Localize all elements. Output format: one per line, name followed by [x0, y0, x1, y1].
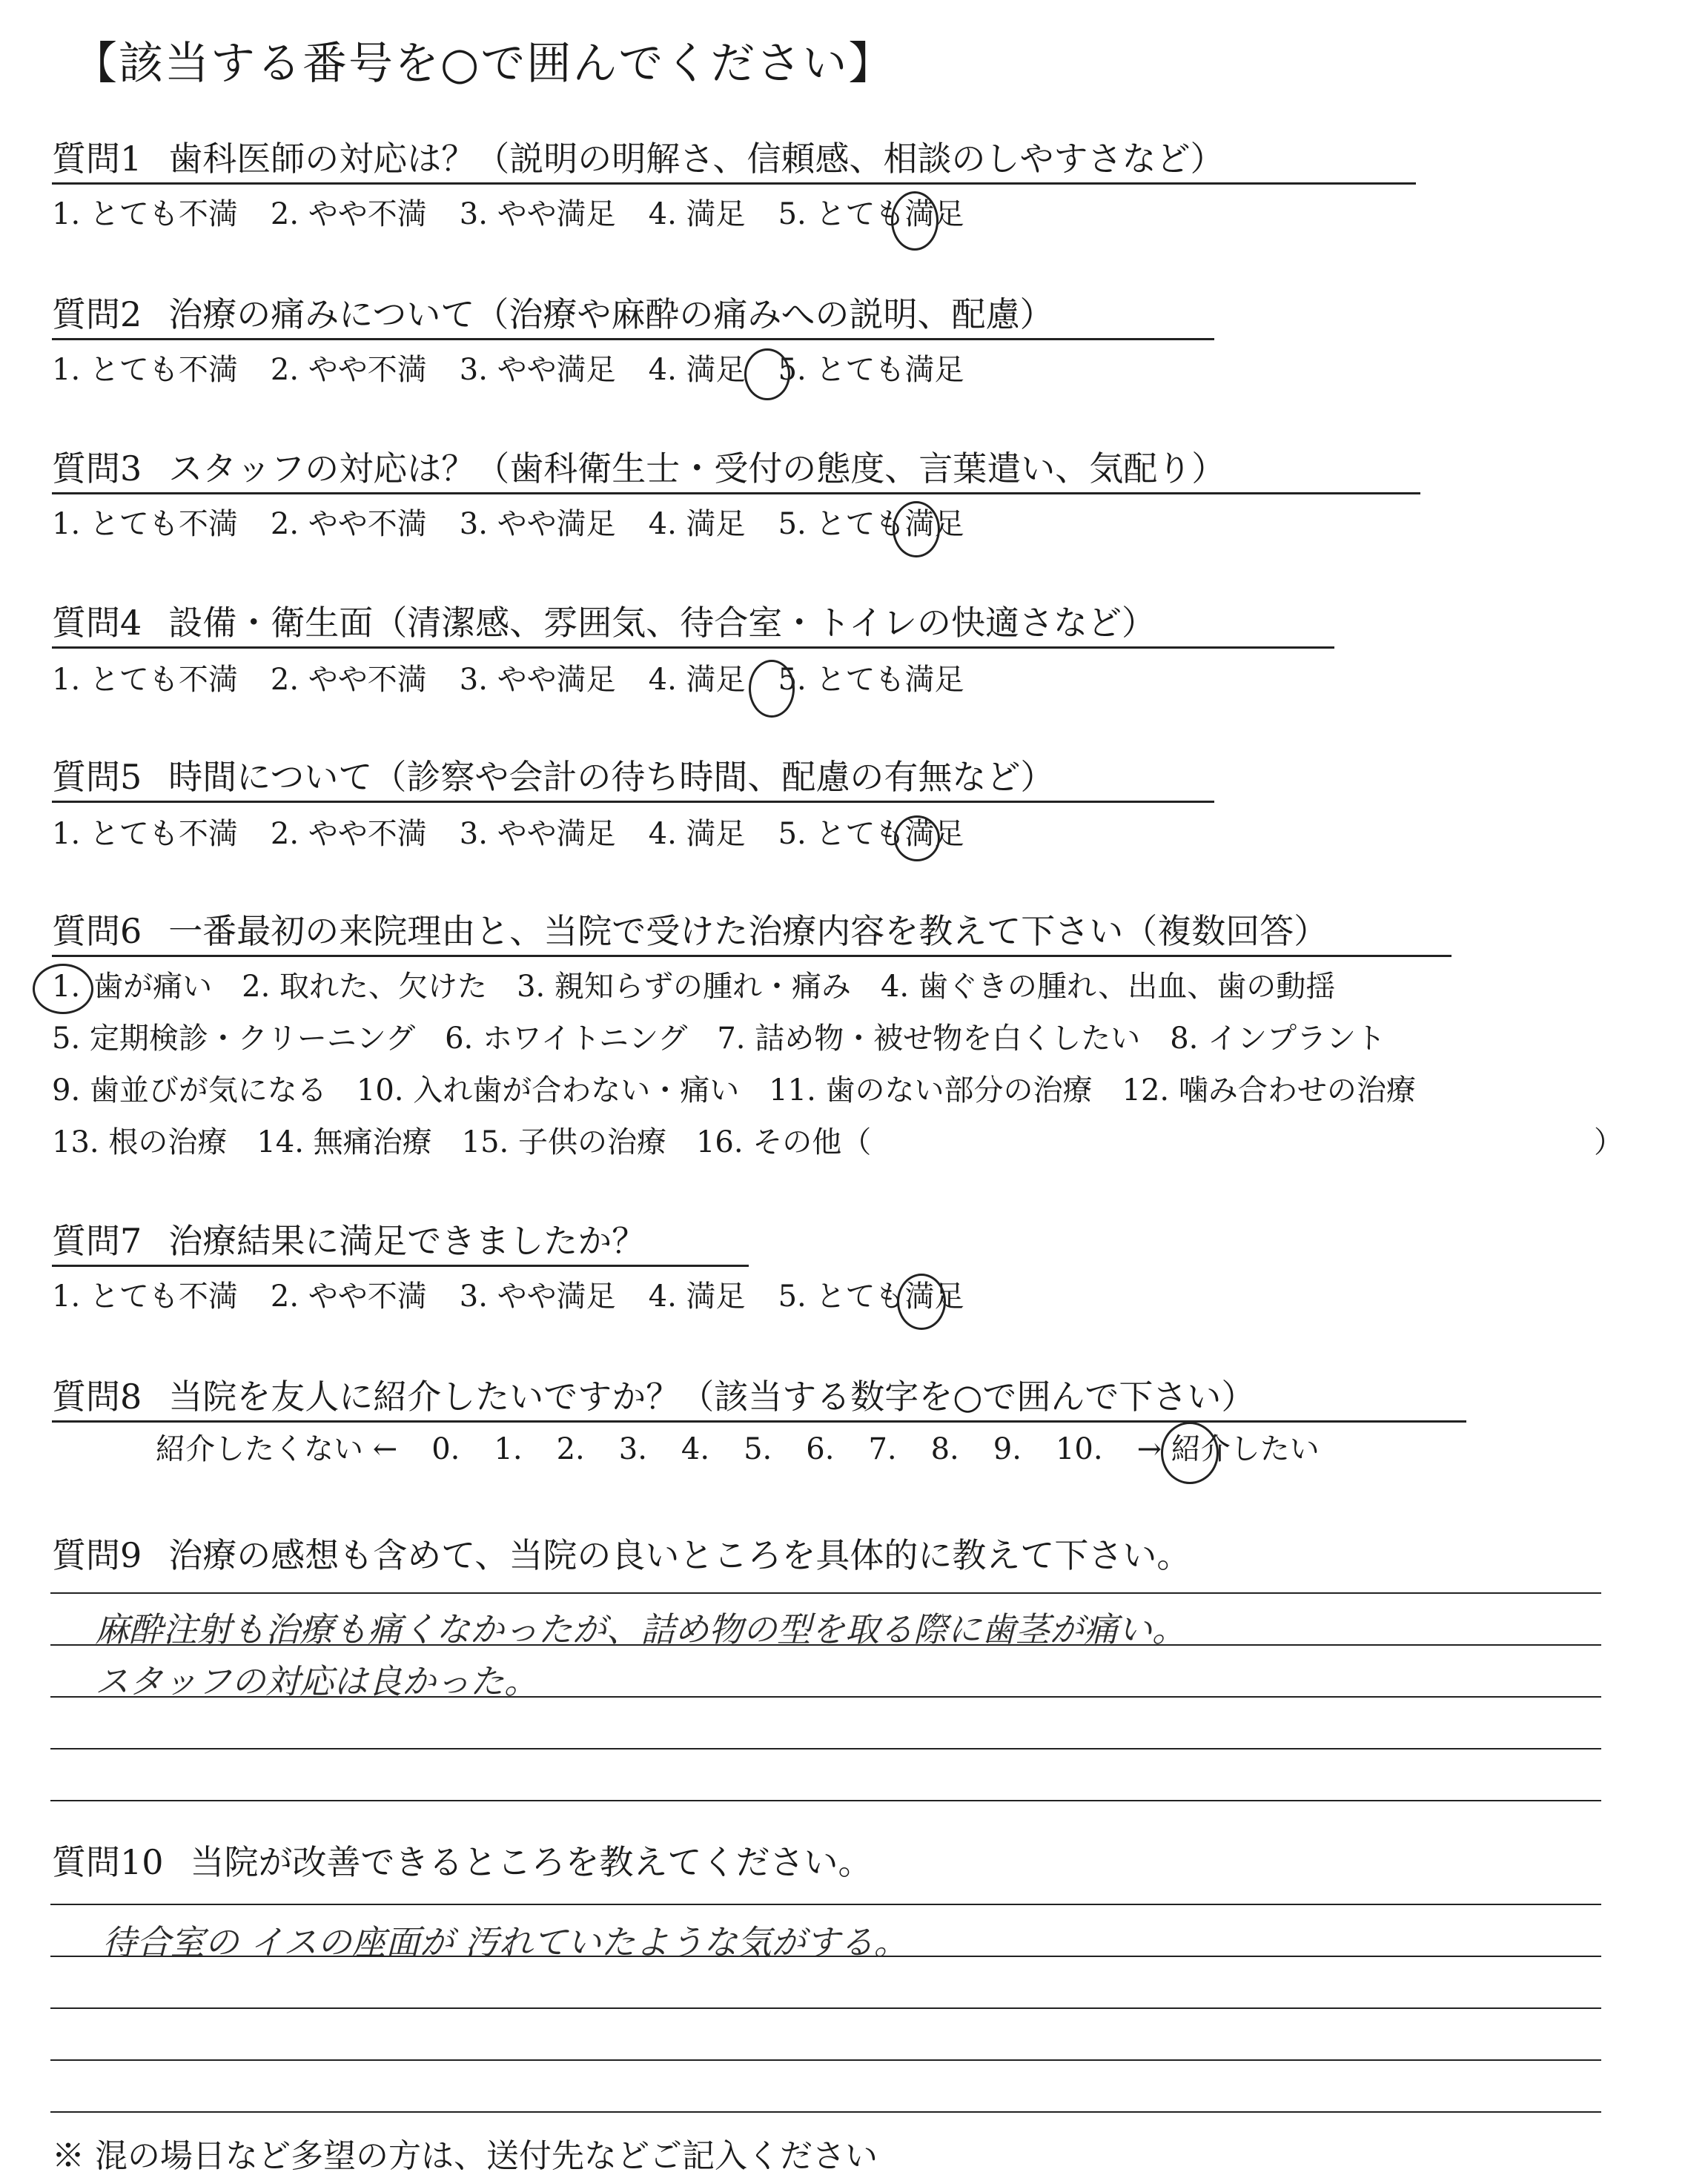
question-label: 質問2: [52, 294, 142, 334]
q8-number[interactable]: 10.: [1055, 1432, 1103, 1466]
option-4[interactable]: 4. 満足: [648, 197, 746, 231]
q5-options: [52, 815, 964, 853]
question-text: 治療の感想も含めて、当院の良いところを具体的に教えて下さい。: [168, 1535, 1191, 1575]
answer-line: [50, 1904, 1601, 1905]
option-1[interactable]: 1. とても不満: [52, 1279, 238, 1314]
q2-options: [52, 351, 964, 388]
option-1[interactable]: 1. とても不満: [52, 507, 238, 541]
q8-number[interactable]: 9.: [993, 1432, 1022, 1466]
footer-note-partial: ※ 混の場日など多望の方は、送付先などご記入ください: [52, 2137, 878, 2175]
answer-circle-q5: [894, 815, 940, 861]
q6-options-row2: 5. 定期検診・クリーニング 6. ホワイトニング 7. 詰め物・被せ物を白くしたい 8. インプラント: [52, 1022, 1386, 1056]
question-6: [52, 910, 1452, 957]
question-1: [52, 138, 1416, 185]
question-label: 質問8: [52, 1377, 142, 1417]
question-10: [52, 1841, 873, 1883]
option-3[interactable]: 3. やや満足: [459, 197, 616, 231]
q8-number[interactable]: 0.: [431, 1432, 460, 1466]
q9-handwritten-line2: スタッフの対応は良かった。: [95, 1661, 538, 1701]
question-label: 質問7: [52, 1221, 142, 1261]
option-4[interactable]: 4. 満足: [648, 353, 746, 387]
question-text: 治療の痛みについて（治療や麻酔の痛みへの説明、配慮）: [168, 294, 1054, 334]
answer-line: [50, 2007, 1601, 2009]
q7-options: [52, 1278, 964, 1315]
q6-other-close: ）: [1594, 1125, 1623, 1159]
q4-options: [52, 661, 964, 698]
option-5[interactable]: 5. とても満足: [778, 507, 964, 541]
q6-options-row3: 9. 歯並びが気になる 10. 入れ歯が合わない・痛い 11. 歯のない部分の治療 12. 噛み合わせの治療: [52, 1073, 1416, 1108]
option-1[interactable]: 1. とても不満: [52, 353, 238, 387]
question-label: 質問6: [52, 911, 142, 951]
q6-option-2[interactable]: 2. 取れた、欠けた: [242, 970, 488, 1004]
option-5[interactable]: 5. とても満足: [778, 817, 964, 851]
question-text: 設備・衛生面（清潔感、雰囲気、待合室・トイレの快適さなど）: [168, 603, 1156, 643]
q9-handwritten-line1: 麻酔注射も治療も痛くなかったが、詰め物の型を取る際に歯茎が痛い。: [95, 1609, 1186, 1649]
option-5[interactable]: 5. とても満足: [778, 663, 964, 697]
answer-circle-q3: [893, 501, 940, 557]
option-5[interactable]: 5. とても満足: [778, 197, 964, 231]
question-text: 歯科医師の対応は？（説明の明解さ、信頼感、相談のしやすさなど）: [168, 139, 1225, 179]
option-1[interactable]: 1. とても不満: [52, 663, 238, 697]
q8-scale: [156, 1431, 1320, 1468]
question-text: 当院を友人に紹介したいですか？（該当する数字を○で囲んで下さい）: [168, 1377, 1256, 1417]
q6-options-row4: 13. 根の治療 14. 無痛治療 15. 子供の治療 16. その他（: [52, 1125, 872, 1159]
q6-option-3[interactable]: 3. 親知らずの腫れ・痛み: [517, 970, 851, 1004]
question-label: 質問10: [52, 1842, 164, 1882]
answer-circle-q6: [33, 964, 93, 1014]
option-4[interactable]: 4. 満足: [648, 817, 746, 851]
q8-right-label: → 紹介したい: [1136, 1432, 1320, 1466]
q8-number[interactable]: 8.: [930, 1432, 959, 1466]
option-4[interactable]: 4. 満足: [648, 507, 746, 541]
answer-line: [50, 2111, 1601, 2113]
q3-options: [52, 506, 964, 543]
option-3[interactable]: 3. やや満足: [459, 817, 616, 851]
answer-circle-q2: [744, 348, 790, 400]
option-2[interactable]: 2. やや不満: [270, 507, 427, 541]
question-text: 治療結果に満足できましたか？: [168, 1221, 646, 1261]
answer-circle-q8: [1161, 1422, 1219, 1484]
option-4[interactable]: 4. 満足: [648, 1279, 746, 1314]
question-3: [52, 448, 1420, 494]
question-label: 質問3: [52, 448, 142, 489]
q8-number[interactable]: 1.: [494, 1432, 523, 1466]
option-2[interactable]: 2. やや不満: [270, 353, 427, 387]
q8-number[interactable]: 5.: [744, 1432, 772, 1466]
question-text: 時間について（診察や会計の待ち時間、配慮の有無など）: [168, 757, 1055, 797]
question-text: スタッフの対応は？（歯科衛生士・受付の態度、言葉遣い、気配り）: [168, 448, 1226, 489]
answer-line: [50, 1800, 1601, 1801]
q1-options: [52, 196, 964, 233]
q10-handwritten-line1: 待合室の イスの座面が 汚れていたような気がする。: [102, 1922, 908, 1962]
answer-circle-q1: [891, 191, 939, 251]
q6-option-1-label[interactable]: 歯が痛い: [93, 970, 213, 1004]
q8-number[interactable]: 3.: [618, 1432, 647, 1466]
question-8: [52, 1376, 1466, 1423]
question-label: 質問9: [52, 1535, 142, 1575]
option-2[interactable]: 2. やや不満: [270, 817, 427, 851]
answer-circle-q7: [897, 1274, 946, 1330]
question-2: [52, 294, 1214, 340]
question-text: 当院が改善できるところを教えてください。: [190, 1842, 873, 1882]
question-text: 一番最初の来院理由と、当院で受けた治療内容を教えて下さい（複数回答）: [168, 911, 1328, 951]
q6-option-4[interactable]: 4. 歯ぐきの腫れ、出血、歯の動揺: [880, 970, 1336, 1004]
question-label: 質問5: [52, 757, 142, 797]
answer-line: [50, 1748, 1601, 1749]
question-label: 質問4: [52, 603, 142, 643]
q8-left-label: 紹介したくない ←: [156, 1432, 398, 1466]
option-2[interactable]: 2. やや不満: [270, 1279, 427, 1314]
question-5: [52, 756, 1214, 803]
answer-circle-q4: [749, 660, 795, 718]
q6-options-row1: [52, 968, 1335, 1005]
answer-line: [50, 2059, 1601, 2061]
question-label: 質問1: [52, 139, 142, 179]
q8-number[interactable]: 6.: [806, 1432, 835, 1466]
option-3[interactable]: 3. やや満足: [459, 1279, 616, 1314]
option-4[interactable]: 4. 満足: [648, 663, 746, 697]
page-title: 【該当する番号を○で囲んでください】: [73, 38, 895, 90]
q8-number[interactable]: 2.: [556, 1432, 585, 1466]
q6-option-1-number[interactable]: 1.: [52, 970, 81, 1004]
option-2[interactable]: 2. やや不満: [270, 197, 427, 231]
option-3[interactable]: 3. やや満足: [459, 663, 616, 697]
option-2[interactable]: 2. やや不満: [270, 663, 427, 697]
q8-number[interactable]: 4.: [681, 1432, 710, 1466]
question-9: [52, 1535, 1191, 1576]
option-5[interactable]: 5. とても満足: [778, 1279, 964, 1314]
option-3[interactable]: 3. やや満足: [459, 353, 616, 387]
q8-number[interactable]: 7.: [868, 1432, 897, 1466]
option-5[interactable]: 5. とても満足: [778, 353, 964, 387]
option-3[interactable]: 3. やや満足: [459, 507, 616, 541]
option-1[interactable]: 1. とても不満: [52, 817, 238, 851]
question-7: [52, 1220, 749, 1267]
option-1[interactable]: 1. とても不満: [52, 197, 238, 231]
question-4: [52, 602, 1334, 649]
answer-line: [50, 1592, 1601, 1594]
